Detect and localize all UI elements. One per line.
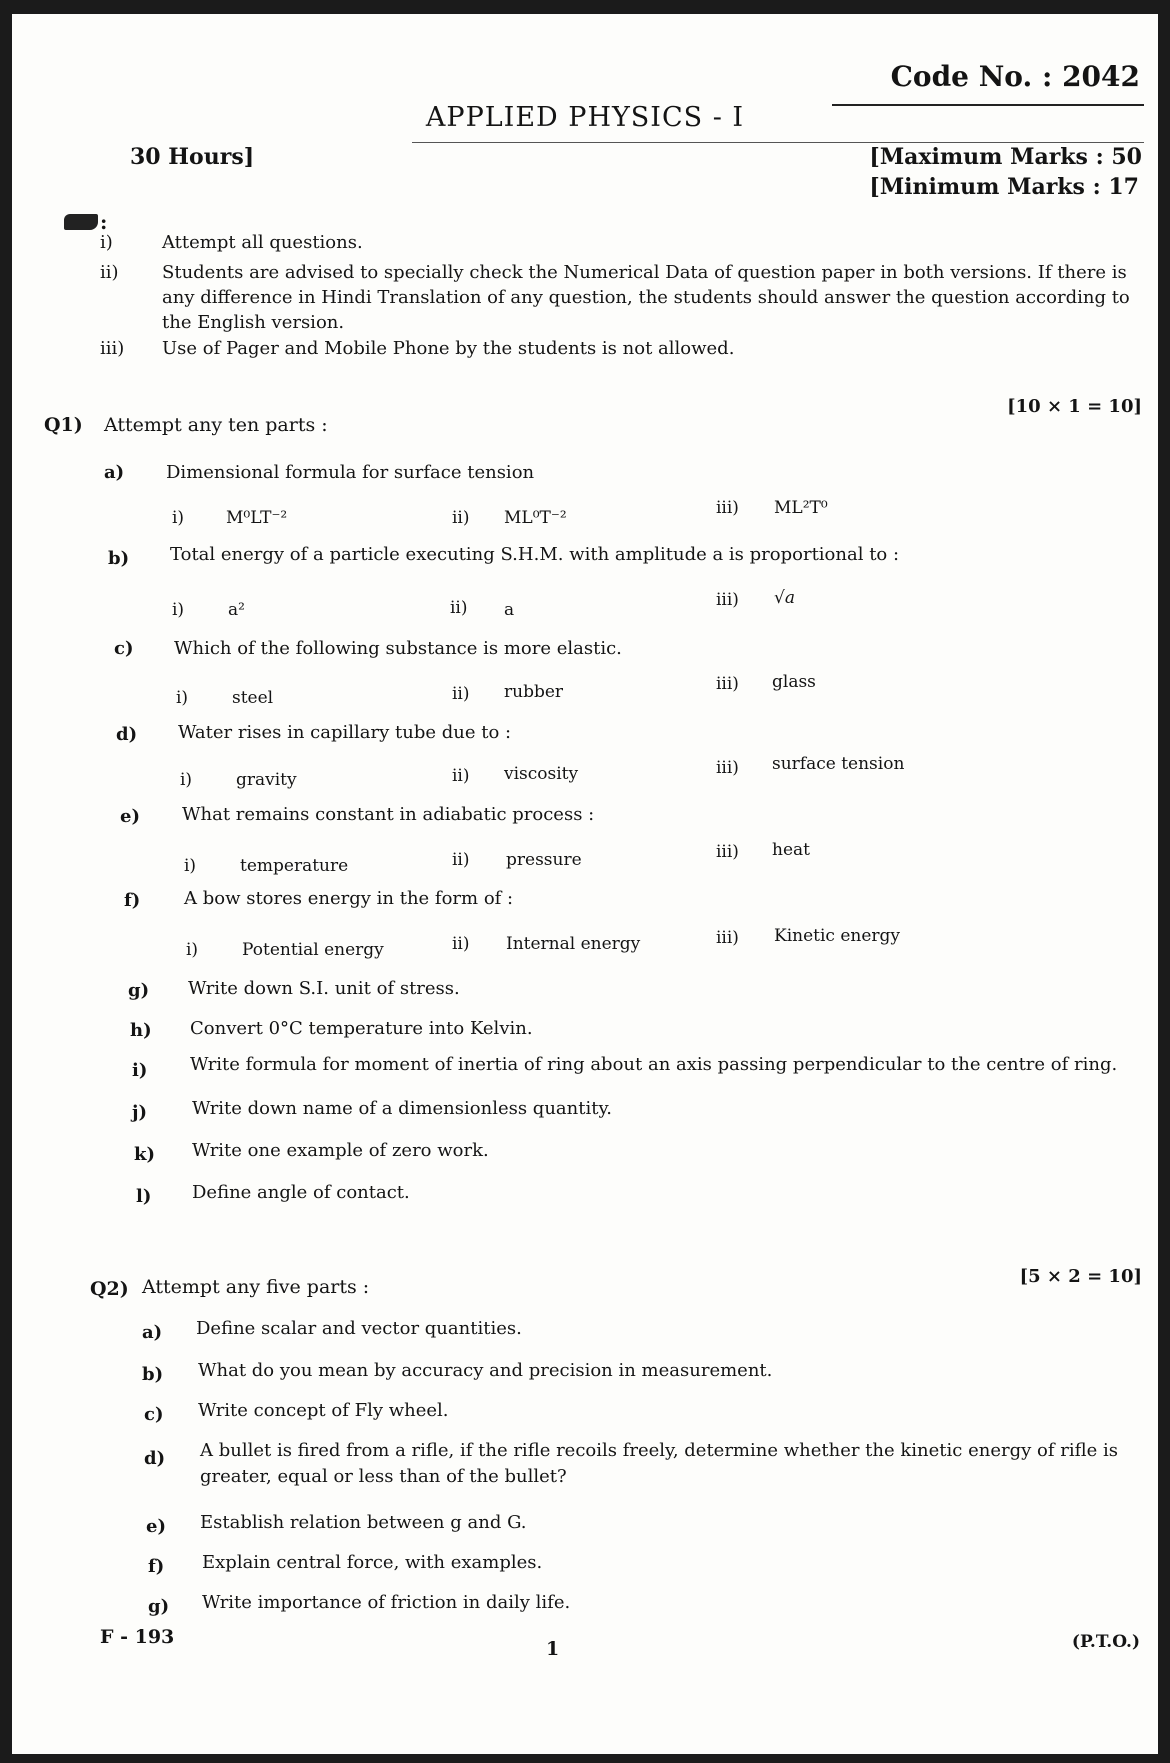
part-letter: k) xyxy=(134,1144,155,1165)
part-letter: c) xyxy=(144,1404,164,1425)
option-number: iii) xyxy=(716,674,739,694)
part-text: Write importance of friction in daily life. xyxy=(202,1592,571,1613)
part-text: Write one example of zero work. xyxy=(192,1140,489,1161)
option-text: √a xyxy=(774,588,795,608)
instruction-number: ii) xyxy=(100,262,119,283)
paper-title: APPLIED PHYSICS - I xyxy=(425,102,745,133)
part-text: Total energy of a particle executing S.H.M. with amplitude a is proportional to : xyxy=(170,544,900,565)
question-marks: [5 × 2 = 10] xyxy=(1019,1266,1142,1287)
part-text: What do you mean by accuracy and precision in measurement. xyxy=(198,1360,773,1381)
part-letter: j) xyxy=(132,1102,148,1123)
option-number: ii) xyxy=(450,598,468,618)
option-text: Internal energy xyxy=(506,934,641,954)
part-letter: d) xyxy=(144,1448,166,1469)
option-number: i) xyxy=(180,770,193,790)
option-number: i) xyxy=(186,940,199,960)
part-letter: f) xyxy=(124,890,141,911)
part-text: Dimensional formula for surface tension xyxy=(166,462,535,483)
option-text: gravity xyxy=(236,770,297,790)
option-text: pressure xyxy=(506,850,582,870)
option-number: ii) xyxy=(452,508,470,528)
part-text: Define scalar and vector quantities. xyxy=(196,1318,522,1339)
part-text: Establish relation between g and G. xyxy=(200,1512,527,1533)
instruction-number: iii) xyxy=(100,338,125,359)
option-text: steel xyxy=(232,688,274,708)
marks-block xyxy=(869,142,1142,202)
page-number: 1 xyxy=(546,1638,560,1660)
part-letter: h) xyxy=(130,1020,152,1041)
instruction-text: Students are advised to specially check the Numerical Data of question paper in both versions. If there is any difference in Hindi Translation of any question, the students should answer the question according to the English version. xyxy=(162,262,1130,333)
option-number: iii) xyxy=(716,498,739,518)
pto-label: (P.T.O.) xyxy=(1071,1632,1140,1652)
option-text: temperature xyxy=(240,856,349,876)
max-marks: [Maximum Marks : 50 xyxy=(869,144,1142,170)
option-number: ii) xyxy=(452,684,470,704)
part-letter: l) xyxy=(136,1186,152,1207)
option-text: Kinetic energy xyxy=(774,926,901,946)
part-text: Write down name of a dimensionless quantity. xyxy=(192,1098,612,1119)
option-text: Potential energy xyxy=(242,940,384,960)
part-letter: f) xyxy=(148,1556,165,1577)
part-letter: b) xyxy=(108,548,130,569)
option-text: surface tension xyxy=(772,754,905,774)
part-text: Write down S.I. unit of stress. xyxy=(188,978,460,999)
part-text: Define angle of contact. xyxy=(192,1182,410,1203)
option-number: iii) xyxy=(716,928,739,948)
option-number: i) xyxy=(172,508,185,528)
part-letter: i) xyxy=(132,1060,148,1081)
option-number: ii) xyxy=(452,934,470,954)
option-text: M⁰LT⁻² xyxy=(226,508,288,528)
part-text: Water rises in capillary tube due to : xyxy=(178,722,512,743)
part-text: Explain central force, with examples. xyxy=(202,1552,543,1573)
option-number: i) xyxy=(172,600,185,620)
note-colon: : xyxy=(100,210,108,234)
option-number: iii) xyxy=(716,842,739,862)
part-letter: g) xyxy=(128,980,150,1001)
option-text: glass xyxy=(772,672,816,692)
instruction-text: Attempt all questions. xyxy=(162,232,363,253)
option-text: viscosity xyxy=(504,764,579,784)
note-smudge-icon xyxy=(64,214,98,230)
part-letter: g) xyxy=(148,1596,170,1617)
part-letter: c) xyxy=(114,638,134,659)
option-number: i) xyxy=(184,856,197,876)
code-number: Code No. : 2042 xyxy=(890,60,1140,93)
part-text: What remains constant in adiabatic process : xyxy=(182,804,595,825)
option-number: iii) xyxy=(716,758,739,778)
option-text: a xyxy=(504,600,515,620)
option-number: iii) xyxy=(716,590,739,610)
part-letter: a) xyxy=(142,1322,163,1343)
option-number: i) xyxy=(176,688,189,708)
exam-paper xyxy=(12,14,1158,1754)
part-text: Which of the following substance is more elastic. xyxy=(174,638,622,659)
part-letter: e) xyxy=(120,806,140,827)
part-letter: e) xyxy=(146,1516,166,1537)
min-marks: [Minimum Marks : 17 xyxy=(869,174,1139,200)
part-text: Write formula for moment of inertia of ring about an axis passing perpendicular to the centre of ring. xyxy=(190,1054,1118,1075)
option-text: rubber xyxy=(504,682,564,702)
instruction-text: Use of Pager and Mobile Phone by the students is not allowed. xyxy=(162,338,735,359)
option-text: heat xyxy=(772,840,810,860)
duration: 30 Hours] xyxy=(130,144,255,170)
part-text: A bullet is fired from a rifle, if the rifle recoils freely, determine whether the kinetic energy of rifle is greater, equal or less than of the bullet? xyxy=(200,1440,1118,1487)
option-number: ii) xyxy=(452,766,470,786)
part-text: A bow stores energy in the form of : xyxy=(184,888,514,909)
part-letter: b) xyxy=(142,1364,164,1385)
question-number: Q1) xyxy=(44,414,83,436)
part-text: Write concept of Fly wheel. xyxy=(198,1400,449,1421)
instruction-number: i) xyxy=(100,232,113,253)
option-text: a² xyxy=(228,600,245,620)
question-heading: Attempt any five parts : xyxy=(142,1276,370,1298)
option-text: ML²T⁰ xyxy=(774,498,828,518)
paper-code: F - 193 xyxy=(100,1626,175,1648)
question-number: Q2) xyxy=(90,1278,129,1300)
question-heading: Attempt any ten parts : xyxy=(104,414,328,436)
option-number: ii) xyxy=(452,850,470,870)
question-marks: [10 × 1 = 10] xyxy=(1007,396,1142,417)
part-text: Convert 0°C temperature into Kelvin. xyxy=(190,1018,533,1039)
option-text: ML⁰T⁻² xyxy=(504,508,567,528)
part-letter: d) xyxy=(116,724,138,745)
part-letter: a) xyxy=(104,462,125,483)
